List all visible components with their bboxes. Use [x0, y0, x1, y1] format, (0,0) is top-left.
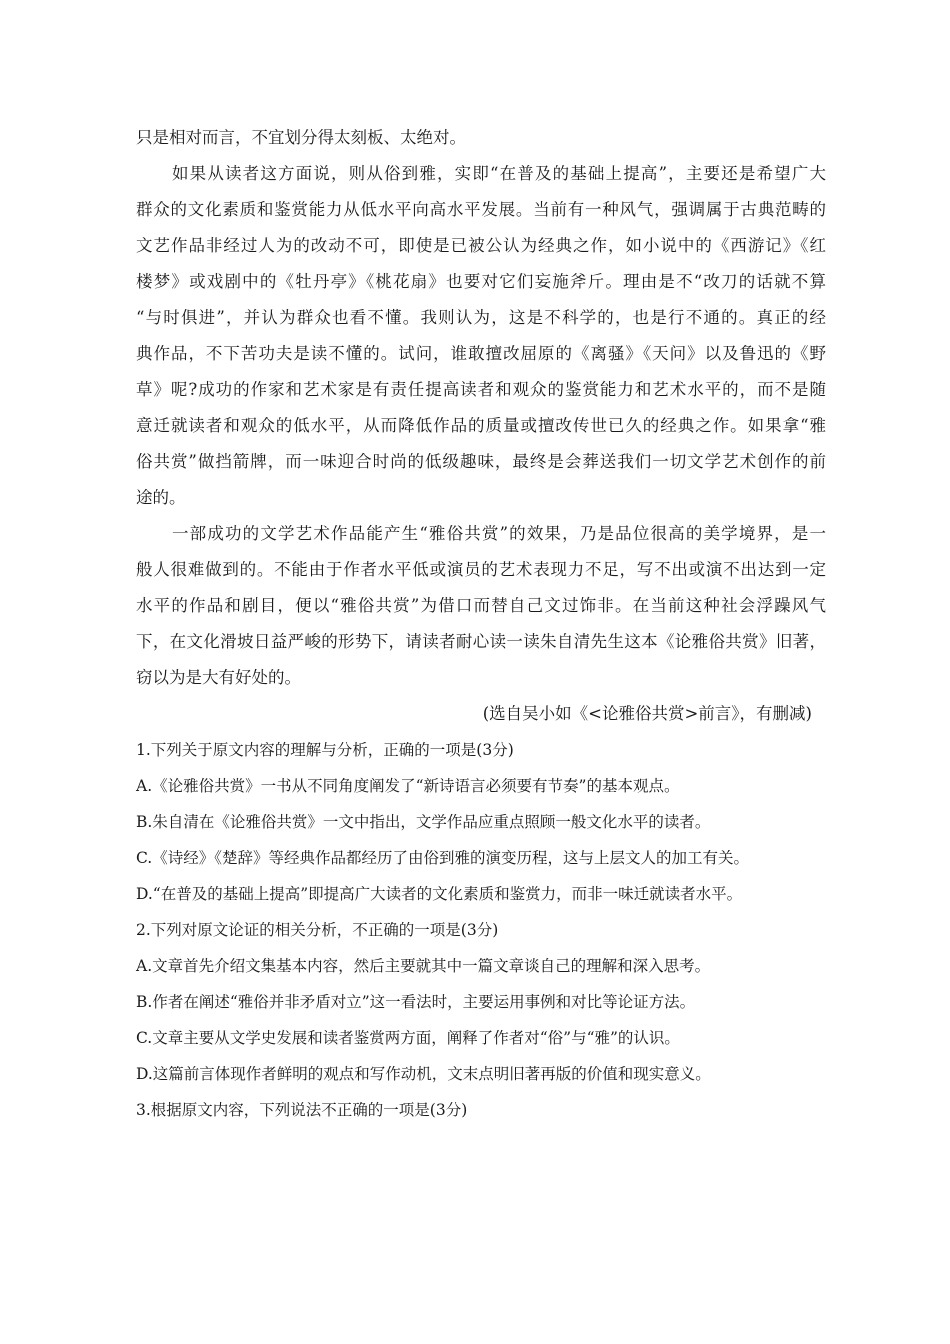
question-option: A.《论雅俗共赏》一书从不同角度阐发了“新诗语言必须要有节奏”的基本观点。 — [136, 777, 680, 795]
source-citation: (选自吴小如《<论雅俗共赏>前言》，有删减) — [482, 704, 812, 723]
paragraph-line: 只是相对而言，不宜划分得太刻板、太绝对。 — [136, 128, 466, 147]
question-option: B.作者在阐述“雅俗并非矛盾对立”这一看法时，主要运用事例和对比等论证方法。 — [136, 993, 696, 1011]
paragraph-line: 下，在文化滑坡日益严峻的形势下，请读者耐心读一读朱自清先生这本《论雅俗共赏》旧著， — [136, 632, 826, 651]
paragraph-line: 楼梦》或戏剧中的《牡丹亭》《桃花扇》也要对它们妄施斧斤。理由是不“改刀的话就不算 — [136, 272, 826, 291]
question-stem: 2.下列对原文论证的相关分析，不正确的一项是(3分) — [136, 921, 499, 939]
paragraph-line: 俗共赏”做挡箭牌，而一味迎合时尚的低级趣味，最终是会葬送我们一切文学艺术创作的前 — [136, 452, 826, 471]
paragraph-line: 一部成功的文学艺术作品能产生“雅俗共赏”的效果，乃是品位很高的美学境界，是一 — [172, 524, 826, 543]
paragraph-line: 般人很难做到的。不能由于作者水平低或演员的艺术表现力不足，写不出或演不出达到一定 — [136, 560, 826, 579]
paragraph-line: 如果从读者这方面说，则从俗到雅，实即“在普及的基础上提高”，主要还是希望广大 — [172, 164, 826, 183]
paragraph-line: 群众的文化素质和鉴赏能力从低水平向高水平发展。当前有一种风气，强调属于古典范畴的 — [136, 200, 826, 219]
paragraph-line: 意迁就读者和观众的低水平，从而降低作品的质量或擅改传世已久的经典之作。如果拿“雅 — [136, 416, 826, 435]
question-option: B.朱自清在《论雅俗共赏》一文中指出，文学作品应重点照顾一般文化水平的读者。 — [136, 813, 711, 831]
paragraph-line: 典作品，不下苦功夫是读不懂的。试问，谁敢擅改屈原的《离骚》《天问》以及鲁迅的《野 — [136, 344, 826, 363]
question-option: C.《诗经》《楚辞》等经典作品都经历了由俗到雅的演变历程，这与上层文人的加工有关。 — [136, 849, 749, 867]
paragraph-line: “与时俱进”，并认为群众也看不懂。我则认为，这是不科学的，也是行不通的。真正的经 — [136, 308, 826, 327]
question-option: D.这篇前言体现作者鲜明的观点和写作动机，文末点明旧著再版的价值和现实意义。 — [136, 1065, 711, 1083]
paragraph-line: 窃以为是大有好处的。 — [136, 668, 301, 687]
question-stem: 3.根据原文内容，下列说法不正确的一项是(3分) — [136, 1101, 468, 1119]
question-option: A.文章首先介绍文集基本内容，然后主要就其中一篇文章谈自己的理解和深入思考。 — [136, 957, 711, 975]
paragraph-line: 途的。 — [136, 488, 186, 507]
question-option: C.文章主要从文学史发展和读者鉴赏两方面，阐释了作者对“俗”与“雅”的认识。 — [136, 1029, 680, 1047]
paragraph-line: 水平的作品和剧目，便以“雅俗共赏”为借口而替自己文过饰非。在当前这种社会浮躁风气 — [136, 596, 826, 615]
paragraph-line: 文艺作品非经过人为的改动不可，即使是已被公认为经典之作，如小说中的《西游记》《红 — [136, 236, 826, 255]
question-stem: 1.下列关于原文内容的理解与分析，正确的一项是(3分) — [136, 741, 514, 759]
question-option: D.“在普及的基础上提高”即提高广大读者的文化素质和鉴赏力，而非一味迁就读者水平。 — [136, 885, 743, 903]
paragraph-line: 草》呢?成功的作家和艺术家是有责任提高读者和观众的鉴赏能力和艺术水平的，而不是随 — [136, 380, 826, 399]
